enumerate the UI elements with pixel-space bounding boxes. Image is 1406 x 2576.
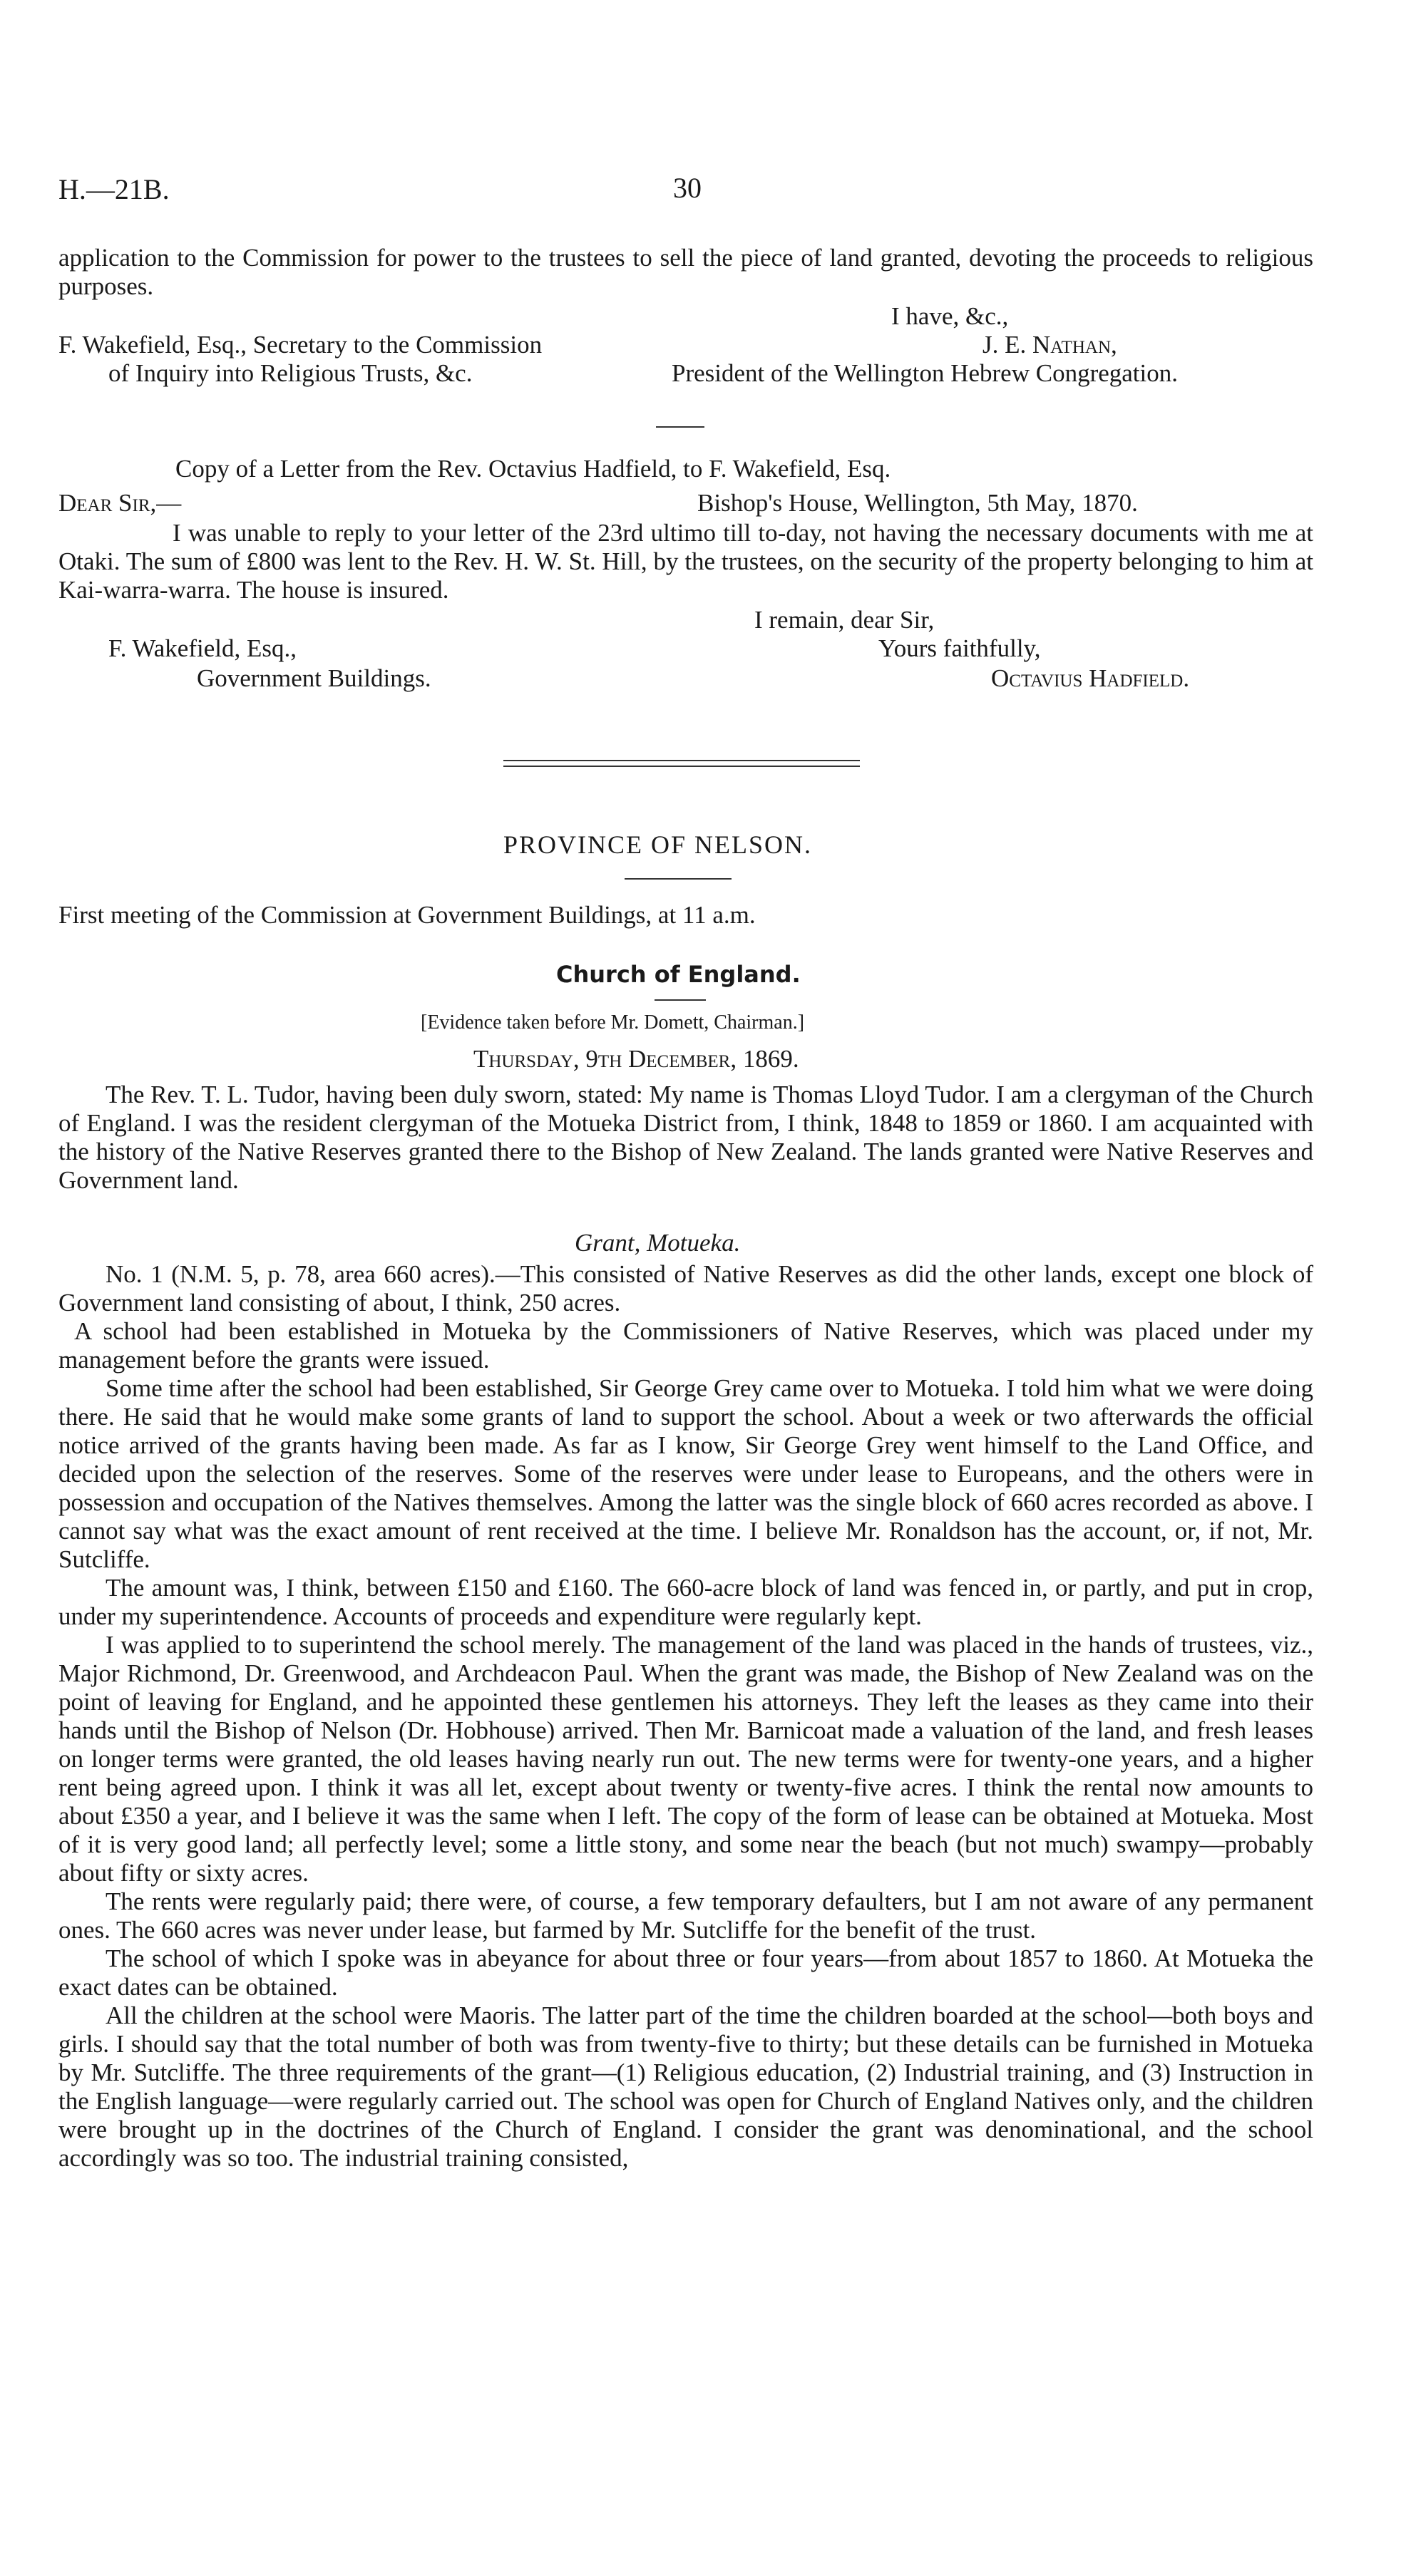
- evidence-note: [Evidence taken before Mr. Domett, Chairman.]: [421, 1011, 805, 1034]
- hadfield-letter-title-text: Copy of a Letter from the Rev. Octavius Hadfield, to F. Wakefield, Esq.: [175, 455, 891, 483]
- nathan-recipient-line2: of Inquiry into Religious Trusts, &c.: [108, 359, 473, 387]
- nathan-letter-text: [58, 244, 1313, 301]
- subheading-underline: [655, 999, 706, 1001]
- hadfield-recipient2: Government Buildings.: [197, 664, 431, 692]
- evidence-paragraph: I was applied to to superintend the school merely. The management of the land was placed in the hands of trustees, viz., Major Richmond, Dr. Greenwood, and Archdeacon Paul. When the grant was made, the Bishop of New Zealand was on the point of leaving for England, and he appointed these gentlemen his attorneys. They left the leases as they came into their hands until the Bishop of Nelson (Dr. Hobhouse) arrived. Then Mr. Barnicoat made a valuation of the land, and fresh leases on longer terms were granted, the old leases having nearly run out. The new terms were for twenty-one years, and a higher rent being agreed upon. I think it was all let, except about twenty or twenty-five acres. I think the rental now amounts to about £350 a year, and I believe it was the same when I left. The copy of the form of lease can be obtained at Motueka. Most of it is very good land; all perfectly level; some a little stony, and some near the beach (but not much) swampy—probably about fifty or sixty acres.: [58, 1631, 1313, 1887]
- hadfield-address: Bishop's House, Wellington, 5th May, 1870.: [697, 489, 1138, 517]
- evidence-intro: The Rev. T. L. Tudor, having been duly sworn, stated: My name is Thomas Lloyd Tudor. I am a clergyman of the Church of England. I was the resident clergyman of the Motueka District from, I think, 1848 to 1859 or 1860. I am acquainted with the history of the Native Reserves granted there to the Bishop of New Zealand. The lands granted were Native Reserves and Government land.: [58, 1081, 1313, 1194]
- nathan-recipient-line1: F. Wakefield, Esq., Secretary to the Commission: [58, 331, 543, 359]
- grant-heading: Grant, Motueka.: [575, 1229, 741, 1257]
- hadfield-letter-body: I was unable to reply to your letter of the 23rd ultimo till to-day, not having the necessary documents with me at Otaki. The sum of £800 was lent to the Rev. H. W. St. Hill, by the trustees, on the security of the property belonging to him at Kai-warra-warra. The house is insured.: [58, 519, 1313, 604]
- evidence-body: [58, 1260, 1313, 2173]
- evidence-paragraph: The school of which I spoke was in abeyance for about three or four years—from about 1857 to 1860. At Motueka the exact dates can be obtained.: [58, 1944, 1313, 2001]
- hadfield-closing2: Yours faithfully,: [878, 634, 1041, 662]
- page-reference: H.—21B.: [58, 173, 170, 205]
- hadfield-recipient1: F. Wakefield, Esq.,: [108, 634, 297, 662]
- page-number: 30: [673, 172, 702, 204]
- hadfield-letter-title: [175, 455, 891, 483]
- evidence-paragraph: Some time after the school had been established, Sir George Grey came over to Motueka. I told him what we were doing there. He said that he would make some grants of land to support the school. About a week or two afterwards the official notice arrived of the grants having been made. As far as I know, Sir George Grey went himself to the Land Office, and decided upon the selection of the reserves. Some of the reserves were under lease to Europeans, and the others were in possession and occupation of the Natives themselves. Among the latter was the single block of 660 acres recorded as above. I cannot say what was the exact amount of rent received at the time. I believe Mr. Ronaldson has the account, or, if not, Mr. Sutcliffe.: [58, 1374, 1313, 1573]
- evidence-paragraph: No. 1 (N.M. 5, p. 78, area 660 acres).—This consisted of Native Reserves as did the other lands, except one block of Government land consisting of about, I think, 250 acres.: [58, 1260, 1313, 1317]
- hadfield-signer: Octavius Hadfield.: [991, 664, 1190, 692]
- section-title-underline: [625, 878, 732, 880]
- evidence-paragraph: The amount was, I think, between £150 and £160. The 660-acre block of land was fenced in, or partly, and put in crop, under my superintendence. Accounts of proceeds and expenditure were regularly kept.: [58, 1574, 1313, 1630]
- evidence-paragraph: All the children at the school were Maoris. The latter part of the time the children boarded at the school—both boys and girls. I should say that the total number of both was from twenty-five to thirty; but these details can be furnished in Motueka by Mr. Sutcliffe. The three requirements of the grant—(1) Religious education, (2) Industrial training, and (3) Instruction in the English language—were regularly carried out. The school was open for Church of England Natives only, and the children were brought up in the doctrines of the Church of England. I consider the grant was denominational, and the school accordingly was so too. The industrial training consisted,: [58, 2001, 1313, 2172]
- hadfield-letter-text: [58, 519, 1313, 604]
- hadfield-salutation: Dear Sir,—: [58, 489, 182, 517]
- evidence-paragraph: A school had been established in Motueka by the Commissioners of Native Reserves, which was placed under my management before the grants were issued.: [58, 1317, 1313, 1374]
- nathan-signer: J. E. Nathan,: [982, 331, 1117, 359]
- nathan-signer-title: President of the Wellington Hebrew Congregation.: [672, 359, 1178, 387]
- hadfield-closing1: I remain, dear Sir,: [754, 606, 935, 634]
- meeting-text: First meeting of the Commission at Government Buildings, at 11 a.m.: [58, 901, 756, 929]
- double-divider: [503, 760, 860, 767]
- meeting-line: [58, 901, 756, 929]
- nathan-closing: I have, &c.,: [891, 302, 1009, 330]
- nathan-letter-body: application to the Commission for power to the trustees to sell the piece of land granted, devoting the proceeds to religious purposes.: [58, 244, 1313, 300]
- short-divider: [656, 426, 704, 428]
- section-title: PROVINCE OF NELSON.: [503, 830, 813, 859]
- church-subheading: Church of England.: [556, 961, 801, 988]
- evidence-date: Thursday, 9th December, 1869.: [473, 1045, 799, 1073]
- evidence-paragraph: The rents were regularly paid; there were, of course, a few temporary defaulters, but I am not aware of any permanent ones. The 660 acres was never under lease, but farmed by Mr. Sutcliffe for the benefit of the trust.: [58, 1887, 1313, 1944]
- evidence-intro-block: [58, 1081, 1313, 1195]
